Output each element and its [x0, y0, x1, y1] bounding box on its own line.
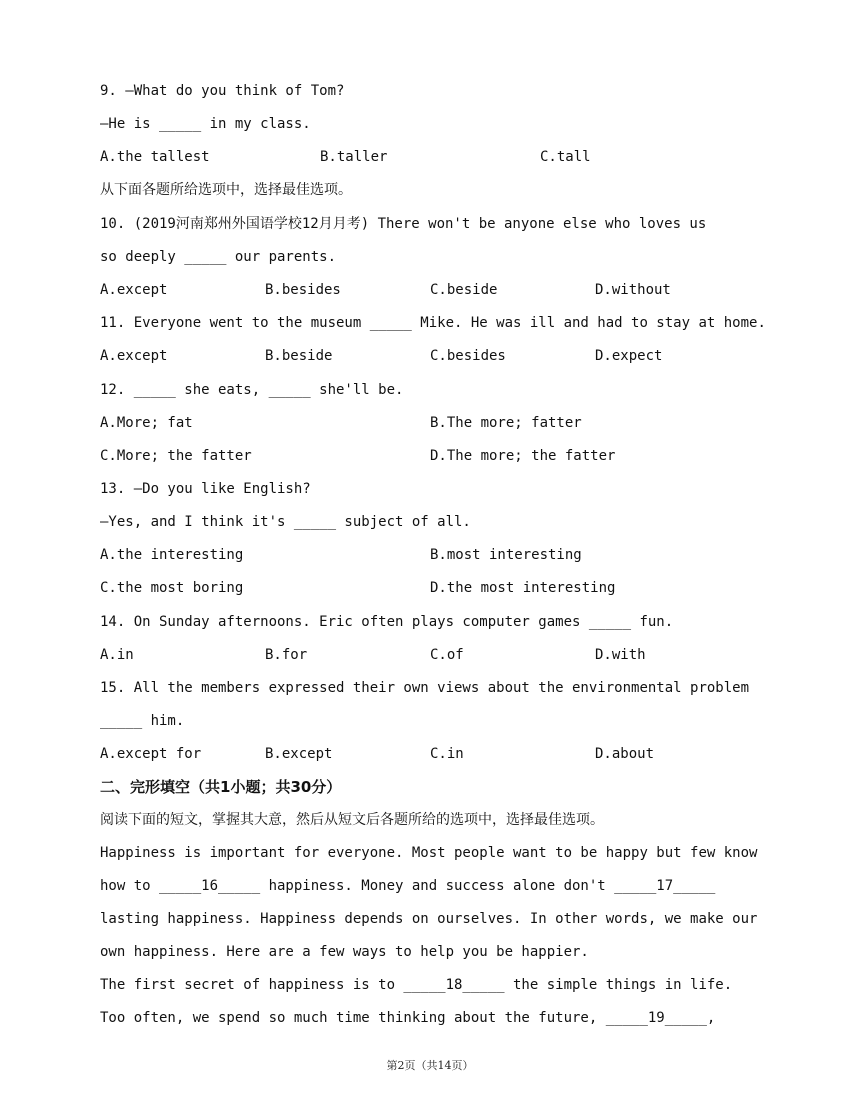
q12-stem: 12. _____ she eats, _____ she'll be.	[100, 382, 404, 398]
q14-option-b: B.for	[265, 647, 308, 663]
section-instruction: 阅读下面的短文，掌握其大意，然后从短文后各题所给的选项中，选择最佳选项。	[100, 812, 604, 828]
q10-option-b: B.besides	[265, 282, 341, 298]
q10-option-c: C.beside	[430, 282, 498, 298]
q10-option-d: D.without	[595, 282, 671, 298]
q14-option-d: D.with	[595, 647, 646, 663]
q9-reply: —He is _____ in my class.	[100, 116, 311, 132]
instruction: 从下面各题所给选项中，选择最佳选项。	[100, 182, 352, 198]
q13-stem: 13. —Do you like English?	[100, 481, 311, 497]
q15-line2: _____ him.	[100, 713, 185, 729]
section-heading: 二、完形填空（共1小题；共30分）	[100, 778, 342, 796]
q13-reply: —Yes, and I think it's _____ subject of all.	[100, 514, 471, 530]
passage-line: how to _____16_____ happiness. Money and success alone don't _____17_____	[100, 878, 716, 894]
q14-option-c: C.of	[430, 647, 464, 663]
q15-line1: 15. All the members expressed their own views about the environmental problem	[100, 680, 750, 696]
q15-option-d: D.about	[595, 746, 655, 762]
q15-option-a: A.except for	[100, 746, 202, 762]
q14-stem: 14. On Sunday afternoons. Eric often plays computer games _____ fun.	[100, 614, 674, 630]
q9-option-c: C.tall	[540, 149, 591, 165]
q13-option-a: A.the interesting	[100, 547, 244, 563]
q10-line2: so deeply _____ our parents.	[100, 249, 337, 265]
q9-option-a: A.the tallest	[100, 149, 210, 165]
q10-option-a: A.except	[100, 282, 168, 298]
passage-line: Happiness is important for everyone. Most people want to be happy but few know	[100, 845, 758, 861]
q11-option-b: B.beside	[265, 348, 333, 364]
q12-option-a: A.More; fat	[100, 415, 193, 431]
q13-option-c: C.the most boring	[100, 580, 244, 596]
q11-stem: 11. Everyone went to the museum _____ Mike. He was ill and had to stay at home.	[100, 315, 766, 331]
q15-option-b: B.except	[265, 746, 333, 762]
q9-option-b: B.taller	[320, 149, 388, 165]
q9-stem: 9. —What do you think of Tom?	[100, 83, 345, 99]
q14-option-a: A.in	[100, 647, 134, 663]
passage-line: own happiness. Here are a few ways to help you be happier.	[100, 944, 589, 960]
page-footer: 第2页（共14页）	[386, 1059, 474, 1072]
q13-option-d: D.the most interesting	[430, 580, 616, 596]
q12-option-c: C.More; the fatter	[100, 448, 252, 464]
q11-option-d: D.expect	[595, 348, 663, 364]
q11-option-c: C.besides	[430, 348, 506, 364]
passage-line: Too often, we spend so much time thinking about the future, _____19_____,	[100, 1010, 716, 1026]
passage-line: The first secret of happiness is to _____18_____ the simple things in life.	[100, 977, 733, 993]
q12-option-d: D.The more; the fatter	[430, 448, 616, 464]
q11-option-a: A.except	[100, 348, 168, 364]
q12-option-b: B.The more; fatter	[430, 415, 582, 431]
q13-option-b: B.most interesting	[430, 547, 582, 563]
q15-option-c: C.in	[430, 746, 464, 762]
q10-line1: 10. (2019河南郑州外国语学校12月月考) There won't be anyone else who loves us	[100, 216, 707, 232]
passage-line: lasting happiness. Happiness depends on ourselves. In other words, we make our	[100, 911, 758, 927]
